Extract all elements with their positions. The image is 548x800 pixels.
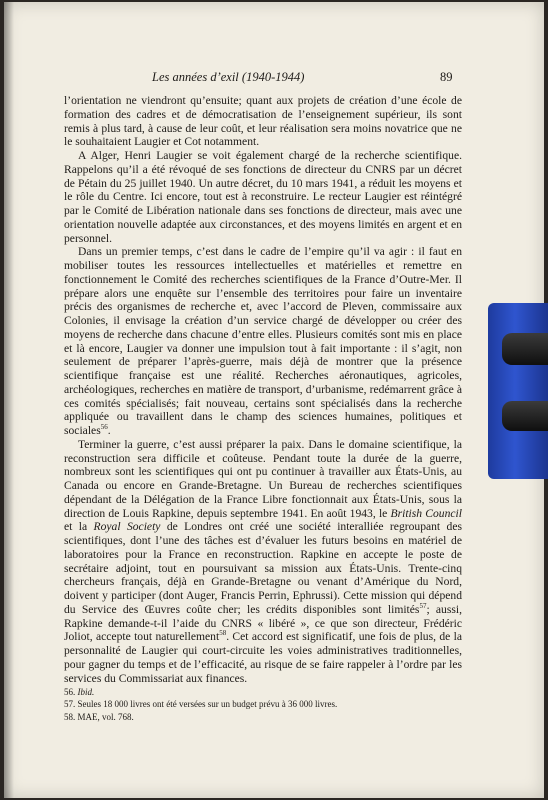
- footnote-text: MAE, vol. 768.: [77, 711, 134, 722]
- paragraph-4-part-1: Terminer la guerre, c’est aussi préparer la paix. Dans le domaine scientifique, la reconstruction sera difficile et coûteuse. Pendant toute la durée de la guerre, nombreux sont les scientifiques qui ont pu continuer à travailler aux États-Unis, au Canada ou encore en Grande-Bretagne. Un Bureau de recherches scientifiques dépendant de la Délégation de la France Libre fonctionnait aux États-Unis, sous la direction de Louis Rapkine, depuis septembre 1941. En août 1943, le: [64, 437, 462, 520]
- footnote-number: 58.: [64, 711, 76, 722]
- book-page: [4, 2, 544, 798]
- footnotes: [64, 686, 462, 723]
- paragraph-1-text: l’orientation ne viendront qu’ensuite; quant aux projets de création d’une école de formation des cadres et de démocratisation de l’enseignement supérieur, ils sont remis à plus tard, à cause de leur coût, et leur réalisation sera moins novatrice que ne le souhaitaient Laugier et Cot notamment.: [64, 94, 462, 149]
- footnote-ref-58[interactable]: 58: [219, 629, 227, 638]
- binder-clip-body: [488, 303, 548, 479]
- paragraph-4-part-2: et la: [64, 520, 94, 534]
- paragraph-3-text: Dans un premier temps, c’est dans le cadre de l’empire qu’il va agir : il faut en mobiliser toutes les ressources intellectuelles et matérielles et remettre en fonctionnement le Comité des recherches scientifiques de la France d’Outre-Mer. Il prépare alors une enquête sur l’ensemble des territoires pour faire un inventaire précis des organismes de recherche et, avec l’accord de Pleven, commissaire aux Colonies, il envisage la création d’un service chargé de développer ou créer des moyens de recherche dans chacune d’entre elles. Plusieurs comités sont mis en place et là encore, Laugier va donner une impulsion tout à fait importante : il s’agit, non seulement de préparer l’après-guerre, mais déjà de montrer que la présence scientifique française est une réalité. Recherches aéronautiques, agricoles, archéologiques, recherches en matière de transport, d’urbanisme, redémarrent grâce à ces comités spécialisés; fait nouveau, certains sont spécialisés dans la recherche appliquée ou travaillent dans le champ des sciences humaines, politiques et sociales: [64, 245, 462, 437]
- paragraph-4-part-5: . Cet accord est significatif, une fois de plus, de la personnalité de Laugier qui court-circuite les voies administratives traditionnelles, pour gagner du temps et de l’efficacité, au risque de se faire rappeler à l’ordre par les services du Commissariat aux finances.: [64, 630, 462, 685]
- paragraph-1: [64, 94, 462, 149]
- footnote-58: [64, 711, 462, 723]
- footnote-56: [64, 686, 462, 698]
- footnote-text: Seules 18 000 livres ont été versées sur un budget prévu à 36 000 livres.: [77, 699, 338, 710]
- page-spine-shadow: [4, 2, 14, 798]
- binder-clip-arm-bottom: [502, 401, 548, 431]
- footnote-ref-57[interactable]: 57: [419, 601, 427, 610]
- body-text: [64, 94, 462, 685]
- footnote-57: [64, 698, 462, 710]
- paragraph-4: [64, 438, 462, 686]
- paragraph-2: [64, 149, 462, 245]
- paragraph-3-end: .: [107, 424, 111, 437]
- paragraph-4-part-3: de Londres ont créé une société interalliée regroupant des scientifiques, dont l’une des tâches est d’évaluer les futurs besoins en matériel de laboratoires pour la France en reconstruction. Rapkine en accepte le poste de secrétaire adjoint, tout en poursuivant sa mission aux États-Unis. Trente-cinq chercheurs français, déjà en Grande-Bretagne ou venant d’Amérique du Nord, doivent y participer (dont Auger, Francis Perrin, Ephrussi). Cette mission qui dépend du Service des Œuvres coûte cher; les crédits disponibles sont limités: [64, 520, 462, 616]
- footnote-text: Ibid.: [77, 687, 95, 697]
- paragraph-4-part-4: ; aussi, Rapkine demande-t-il l’aide du CNRS « libéré », ce que son directeur, Frédéric Joliot, accepte tout naturellement: [64, 602, 462, 644]
- footnote-ref-56[interactable]: 56: [100, 423, 108, 432]
- british-council-italic: British Council: [390, 506, 462, 520]
- paragraph-3: [64, 245, 462, 438]
- running-title: Les années d’exil (1940-1944): [152, 70, 305, 84]
- binder-clip-arm-top: [502, 333, 548, 365]
- page-number: 89: [440, 70, 453, 84]
- royal-society-italic: Royal Society: [93, 520, 161, 534]
- footnote-number: 57.: [64, 699, 76, 710]
- paragraph-2-text: A Alger, Henri Laugier se voit également chargé de la recherche scientifique. Rappelons qu’il a été révoqué de ses fonctions de directeur du CNRS par un décret de Pétain du 25 juillet 1940. Un autre décret, du 10 mars 1941, a réduit les moyens et le rôle du Centre. Ici encore, tout est à reconstruire. Le recteur Laugier est réintégré par le Comité de Libération nationale dans ses fonctions de directeur, mais avec une orientation nouvelle adaptée aux circonstances, et des moyens limités en argent et en personnel.: [64, 149, 462, 245]
- footnote-number: 56.: [64, 687, 76, 697]
- binder-clip: [488, 293, 548, 493]
